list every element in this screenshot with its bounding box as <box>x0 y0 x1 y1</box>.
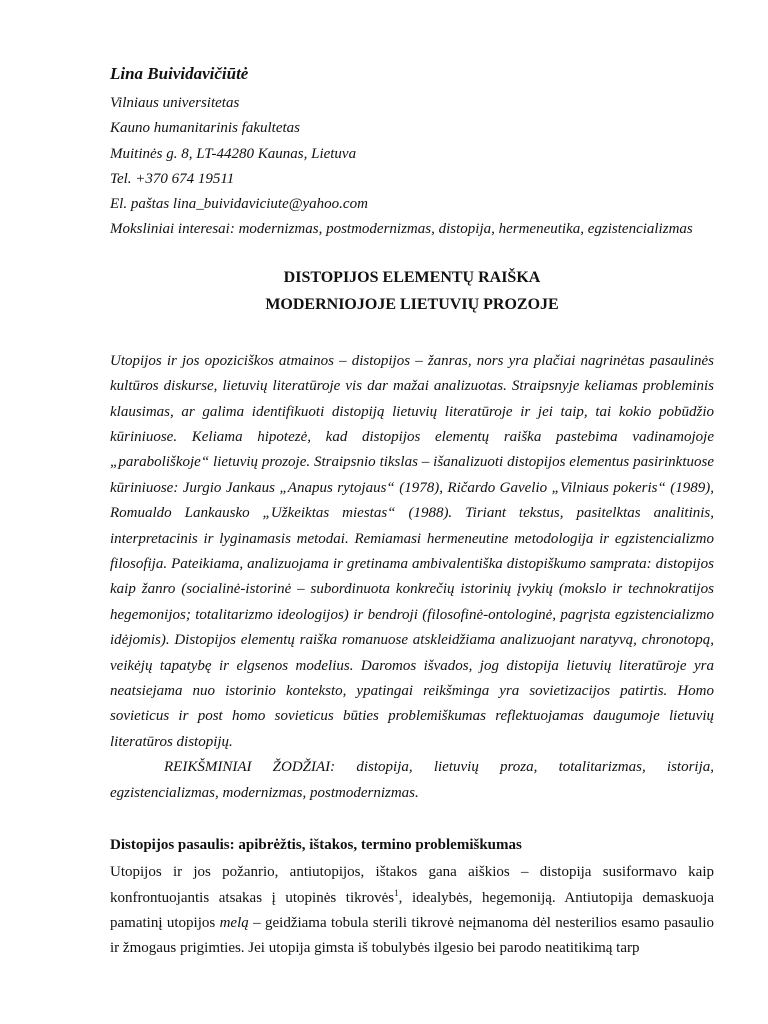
abstract <box>110 349 714 806</box>
body-text-part-1: Utopijos ir jos požanrio, antiutopijos, ištakos gana aiškios – distopija susiformavo kaip konfrontuojantis atsakas į utopinės tikrovės <box>110 864 714 906</box>
author-name: Lina Buividavičiūtė <box>110 64 249 83</box>
body-text-part-2: , idealybės, hegemoniją. Antiutopija demaskuoja pamatinį utopijos <box>110 889 714 931</box>
footnote-reference[interactable]: 1 <box>394 887 399 898</box>
affiliation-email: El. paštas lina_buividaviciute@yahoo.com <box>110 196 368 213</box>
section-heading: Distopijos pasaulis: apibrėžtis, ištakos, termino problemiškumas <box>110 837 522 854</box>
body-text-part-3: – geidžiama tobula sterili tikrovė neįmanoma dėl nesterilios esamo pasaulio ir žmogaus prigimties. Jei utopija gimsta iš tobulybės ilgesio bei parodo neatitikimą tarp <box>110 914 714 957</box>
keywords: REIKŠMINIAI ŽODŽIAI: distopija, lietuvių proza, totalitarizmas, istorija, egzistencializmas, modernizmas, postmodernizmas. <box>110 759 714 801</box>
paper-title-line-2: MODERNIOJOJE LIETUVIŲ PROZOJE <box>265 295 559 313</box>
section-body <box>110 860 714 962</box>
author-affiliation <box>110 91 714 243</box>
body-paragraph <box>110 860 714 962</box>
paper-title-line-1: DISTOPIJOS ELEMENTŲ RAIŠKA <box>283 268 541 286</box>
abstract-text: Utopijos ir jos opoziciškos atmainos – distopijos – žanras, nors yra plačiai nagrinėtas pasaulinės kultūros diskurse, lietuvių literatūroje vis dar mažai analizuotas. Straipsnyje keliamas probleminis klausimas, ar galima identifikuoti distopiją lietuvių literatūroje ir jei taip, tai kokio pobūdžio kūriniuose. Keliama hipotezė, kad distopijos elementų raiška pastebima vadinamojoje „paraboliškoje“ lietuvių prozoje. Straipsnio tikslas – išanalizuoti distopijos elementus pasirinktuose kūriniuose: Jurgio Jankaus „Anapus rytojaus“ (1978), Ričardo Gavelio „Vilniaus pokeris“ (1989), Romualdo Lankausko „Užkeiktas miestas“ (1988). Tiriant tekstus, pasitelktas analitinis, interpretacinis ir lyginamasis metodai. Remiamasi hermeneutine metodologija ir egzistencializmo filosofija. Pateikiama, analizuojama ir gretinama ambivalentiška distopiškumo samprata: distopijos kaip žanro (socialinė-istorinė – subordinuota konkrečių istorinių įvykių (mokslo ir technokratijos hegemonijos; totalitarizmo ideologijos) ir bendroji (filosofinė-ontologinė, pagrįsta egzistencializmo idėjomis). Distopijos elementų raiška romanuose atskleidžiama analizuojant naratyvą, chronotopą, veikėjų tapatybę ir elgsenos modelius. Daromos išvados, jog distopija lietuvių literatūroje yra neatsiejama nuo istorinio konteksto, ypatingai reikšminga yra sovietizacijos patirtis. Homo sovieticus ir post homo sovieticus būties problemiškumas reflektuojamas daugumoje lietuvių literatūros distopijų. <box>110 352 714 750</box>
affiliation-address: Muitinės g. 8, LT-44280 Kaunas, Lietuva <box>110 145 357 162</box>
affiliation-faculty: Kauno humanitarinis fakultetas <box>110 120 301 137</box>
paper-title <box>110 264 714 318</box>
paper-content <box>110 62 714 962</box>
affiliation-university: Vilniaus universitetas <box>110 95 240 111</box>
affiliation-phone: Tel. +370 674 19511 <box>110 170 235 187</box>
affiliation-research-interests: Moksliniai interesai: modernizmas, postmodernizmas, distopija, hermeneutika, egzistencializmas <box>110 221 693 238</box>
emphasized-word: melą <box>219 914 249 931</box>
